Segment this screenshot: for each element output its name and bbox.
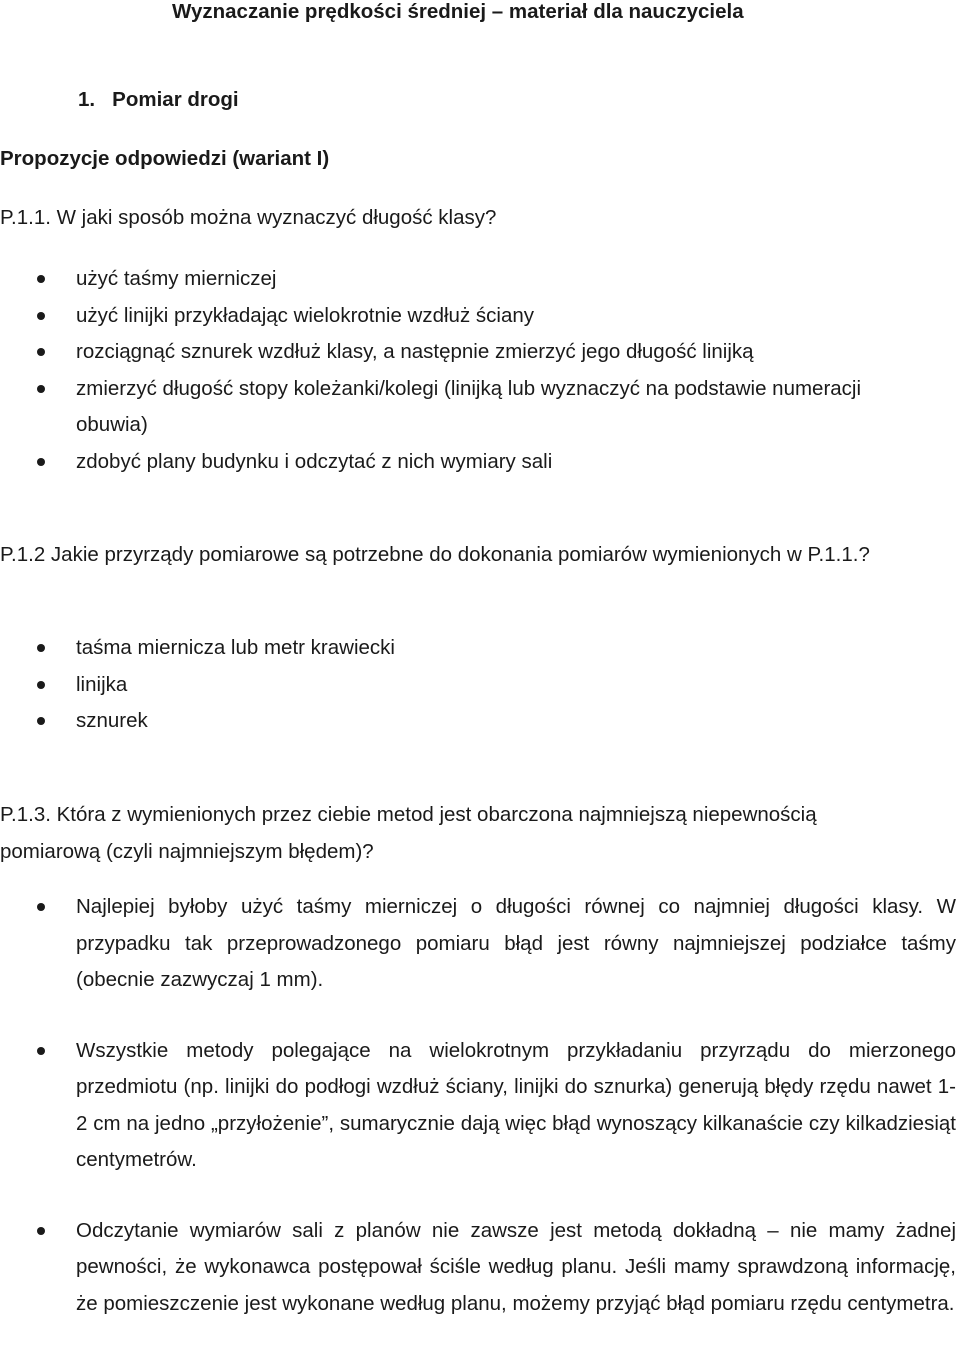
bullet-icon <box>37 348 45 356</box>
list-item: zdobyć plany budynku i odczytać z nich wymiary sali <box>0 444 956 481</box>
list-item: użyć taśmy mierniczej <box>0 261 956 298</box>
section-heading: 1. Pomiar drogi <box>78 88 239 111</box>
answer-list-p111 <box>0 261 956 480</box>
list-item: Odczytanie wymiarów sali z planów nie zawsze jest metodą dokładną – nie mamy żadnej pewności, że wykonawca postępował ściśle według planu. Jeśli mamy sprawdzoną informację, że pomieszczenie jest wykonane według planu, możemy przyjąć błąd pomiaru rzędu centymetra. <box>0 1213 956 1323</box>
answer-list-p112 <box>0 630 956 740</box>
proposal-heading: Propozycje odpowiedzi (wariant I) <box>0 147 330 170</box>
bullet-icon <box>37 903 45 911</box>
bullet-icon <box>37 385 45 393</box>
list-item: taśma miernicza lub metr krawiecki <box>0 630 956 667</box>
bullet-icon <box>37 312 45 320</box>
answer-list-p113 <box>0 889 956 1322</box>
question-p113: P.1.3. Która z wymienionych przez ciebie metod jest obarczona najmniejszą niepewnością pomiarową (czyli najmniejszym błędem)? <box>0 803 817 863</box>
bullet-icon <box>37 681 45 689</box>
list-item: Najlepiej byłoby użyć taśmy mierniczej o długości równej co najmniej długości klasy. W przypadku tak przeprowadzonego pomiaru błąd jest równy najmniejszej podziałce taśmy (obecnie zazwyczaj 1 mm). <box>0 889 956 999</box>
list-item: zmierzyć długość stopy koleżanki/kolegi (linijką lub wyznaczyć na podstawie numeracji obuwia) <box>0 371 956 444</box>
list-item: użyć linijki przykładając wielokrotnie wzdłuż ściany <box>0 298 956 335</box>
bullet-icon <box>37 458 45 466</box>
list-item: rozciągnąć sznurek wzdłuż klasy, a następnie zmierzyć jego długość linijką <box>0 334 956 371</box>
bullet-icon <box>37 1047 45 1055</box>
question-p112: P.1.2 Jakie przyrządy pomiarowe są potrzebne do dokonania pomiarów wymienionych w P.1.1.? <box>0 543 870 566</box>
bullet-icon <box>37 717 45 725</box>
list-item: sznurek <box>0 703 956 740</box>
list-item: Wszystkie metody polegające na wielokrotnym przykładaniu przyrządu do mierzonego przedmiotu (np. linijki do podłogi wzdłuż ściany, linijki do sznurka) generują błędy rzędu nawet 1-2 cm na jedno „przyłożenie”, sumarycznie dają więc błąd wynoszący kilkanaście czy kilkadziesiąt centymetrów. <box>0 1033 956 1179</box>
document-title: Wyznaczanie prędkości średniej – materiał dla nauczyciela <box>172 0 744 23</box>
list-item: linijka <box>0 667 956 704</box>
bullet-icon <box>37 1227 45 1235</box>
bullet-icon <box>37 275 45 283</box>
question-p111: P.1.1. W jaki sposób można wyznaczyć długość klasy? <box>0 206 497 229</box>
bullet-icon <box>37 644 45 652</box>
